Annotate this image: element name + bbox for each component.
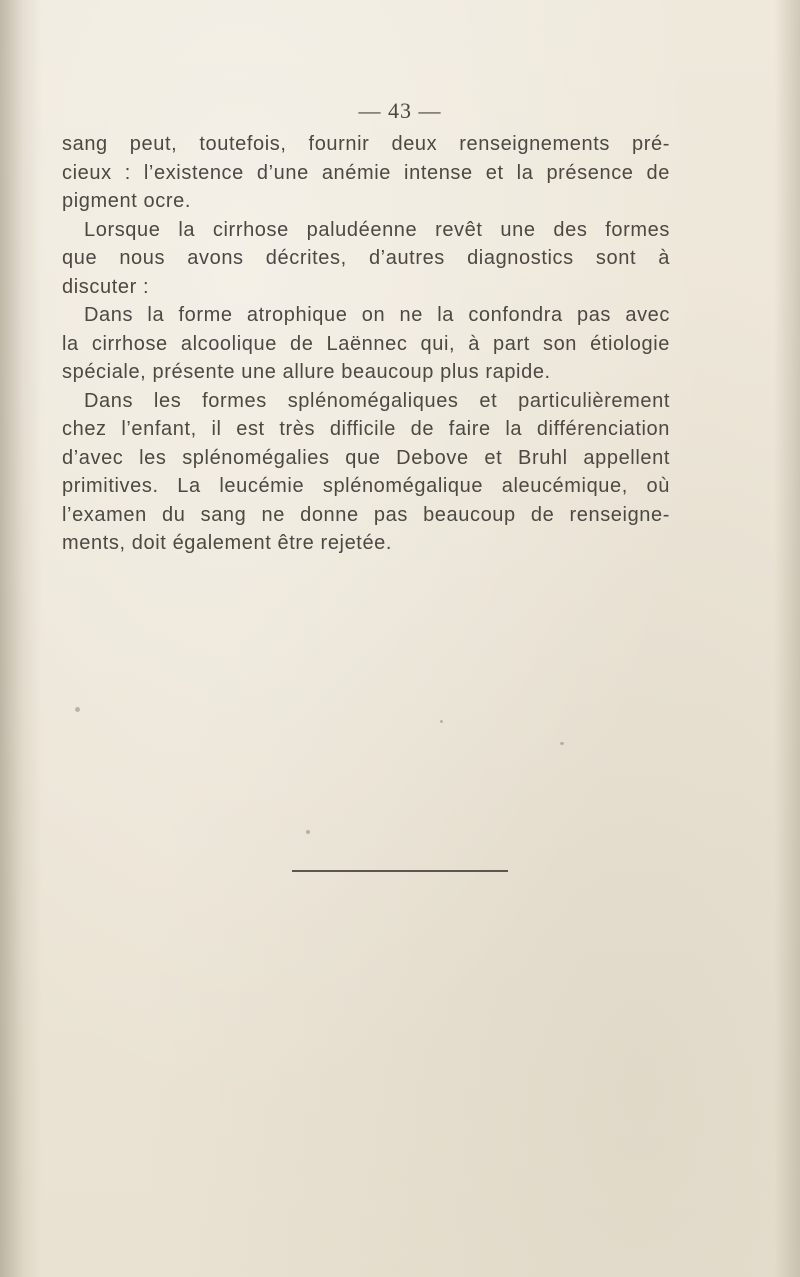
text-line: l’examen du sang ne donne pas beaucoup de renseigne- — [62, 503, 670, 526]
text-line: pigment ocre. — [62, 190, 191, 212]
text-line: discuter : — [62, 275, 150, 298]
paper-speck — [75, 707, 80, 712]
paper-speck — [440, 720, 443, 723]
page-right-edge-shadow — [774, 0, 800, 1277]
body-text — [62, 130, 670, 558]
text-line: primitives. La leucémie splénomégalique aleucémique, où — [62, 475, 670, 497]
text-line: ments, doit également être rejetée. — [62, 532, 393, 554]
text-line: cieux : l’existence d’une anémie intense et la présence de — [62, 161, 670, 184]
text-line: spéciale, présente une allure beaucoup plus rapide. — [62, 361, 551, 383]
section-divider-rule — [292, 870, 508, 872]
text-line: d’avec les splénomégalies que Debove et Bruhl appellent — [62, 446, 670, 469]
text-line: Dans la forme atrophique on ne la confondra pas avec — [84, 304, 670, 326]
text-line: que nous avons décrites, d’autres diagnostics sont à — [62, 247, 670, 269]
text-line: Dans les formes splénomégaliques et particulièrement — [84, 389, 670, 412]
paper-speck — [560, 742, 564, 745]
text-line: la cirrhose alcoolique de Laënnec qui, à part son étiologie — [62, 332, 670, 355]
page-left-edge-shadow — [0, 0, 42, 1277]
page-number: — 43 — — [358, 98, 442, 123]
text-line: sang peut, toutefois, fournir deux renseignements pré- — [62, 133, 670, 155]
text-line: Lorsque la cirrhose paludéenne revêt une des formes — [84, 218, 670, 241]
paper-speck — [306, 830, 310, 834]
text-line: chez l’enfant, il est très difficile de faire la différenciation — [62, 418, 670, 440]
